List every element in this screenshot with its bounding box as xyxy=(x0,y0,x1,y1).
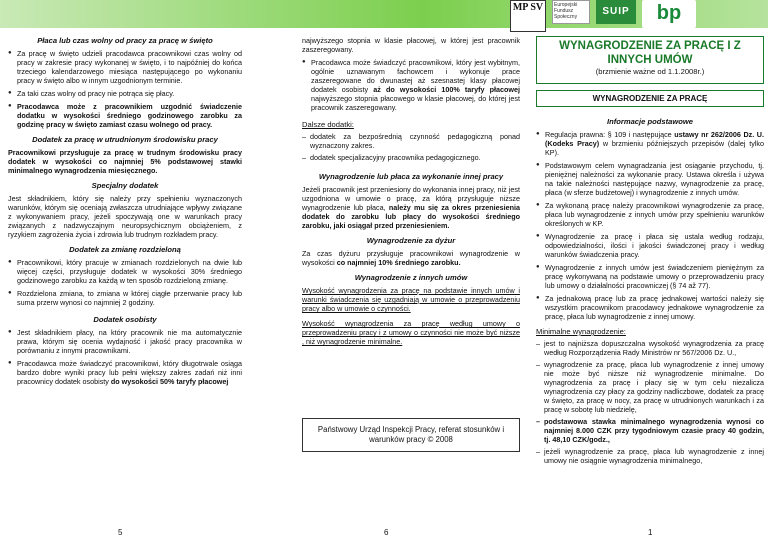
paragraph: Pracownikowi przysługuje za pracę w trudnym środowisku pracy dodatek w wysokości co najmniej 5% podstawowej stawki minimalnego wynagrodzenia miesięcznego. xyxy=(8,148,242,175)
document-subtitle: (brzmienie ważne od 1.1.2008r.) xyxy=(595,67,705,76)
paragraph xyxy=(302,185,520,230)
dash-item: – dodatek specjalizacyjny pracownika pedagogicznego. xyxy=(302,153,520,162)
suip-logo: SUIP xyxy=(596,0,636,24)
heading-personal-bonus: Dodatek osobisty xyxy=(93,315,157,324)
bullet: ● Pracownikowi, który pracuje w zmianach rozdzielonych na dwie lub więcej części, przysługuje dodatek w wysokości 30% średniego godzinowego zarobku za każdą w ten sposób rozdzieloną zmianę. xyxy=(8,258,242,285)
text: Pracodawca może świadczyć pracownikowi, który jest wybitnym, ogólnie uznawanym fachowcem i wykonuje prace zaszeregowane do dwunastej aż szesnastej klasy płacowej dodatek osobisty xyxy=(311,58,520,94)
heading-basic-info: Informacje podstawowe xyxy=(606,117,694,126)
column-page-1 xyxy=(536,36,764,468)
dash-item: – podstawowa stawka minimalnego wynagrodzenia wynosi co najmniej 8.000 CZK przy tygodniowym czasie pracy 40 godzin, tj. 48,10 CZK/godz., xyxy=(536,417,764,444)
bp-logo: bp xyxy=(642,0,696,28)
bullet: ● Za wykonaną pracę należy pracownikowi wynagrodzenie za pracę, płaca lub wynagrodzenie z innych umów przy spełnieniu warunków określonych w KP. xyxy=(536,201,764,228)
page-number: 6 xyxy=(384,528,389,537)
dash-item: – jeżeli wynagrodzenie za pracę, płaca lub wynagrodzenie z innej umowy nie osiągnie wynagrodzenia minimalnego, xyxy=(536,447,764,465)
dash-item: – dodatek za bezpośrednią czynność pedagogiczną ponad wyznaczony zakres. xyxy=(302,132,520,150)
dash-item: – jest to najniższa dopuszczalna wysokość wynagrodzenia za pracę według Rozporządzenia Rady Ministrów nr 567/2006 Dz. U., xyxy=(536,339,764,357)
heading-other-contracts: Wynagrodzenie z innych umów xyxy=(354,273,468,282)
bullet xyxy=(8,359,242,386)
document-title: WYNAGRODZENIE ZA PRACĘ I Z INNYCH UMÓW xyxy=(559,40,741,66)
dash-item: – wynagrodzenie za pracę, płaca lub wynagrodzenie z innej umowy nie może być niższe niż wynagrodzenie minimalne. Do wynagrodzenia za pracę i płacy się w tym celu niezalicza wynagrodzenia czy płacy za godziny nadliczbowe, dodatek za pracę w święto, za pracę w nocy, za pracę w utrudnionych warunkach i za pracę w sobotę lub niedzielę, xyxy=(536,360,764,414)
page-number: 1 xyxy=(648,528,653,537)
text: ustawy nr 262/2006 Dz. U. (Kodeks Pracy) xyxy=(545,130,764,148)
mpsv-logo: MP SV xyxy=(510,0,546,32)
heading-special-bonus: Specjalny dodatek xyxy=(91,181,159,190)
text: aż do wysokości 100% taryfy płacowej xyxy=(373,85,520,94)
paragraph: Jest składnikiem, który się należy przy spełnieniu wyznaczonych warunków, którym się oceniają zwłaszcza utrudniające wpływy związane z wykonywaniem pracy, jeżeli spoczywają one w warunkach pracy związanych z nadzwyczajnym neuropsychicznym obciążeniem, z ryzykiem zagrożenia życia i zdrowia lub trudnym rozkładem pracy. xyxy=(8,194,242,239)
text: najwyższego stopnia płacowego w klasie płacowej, do której jest pracownik zaszeregowany. xyxy=(311,94,520,112)
text: co najmniej 10% średniego zarobku. xyxy=(336,258,461,267)
heading-minimum-wage: Minimalne wynagrodzenie: xyxy=(536,327,626,336)
column-page-6 xyxy=(302,36,520,452)
bullet: ● Podstawowym celem wynagradzania jest osiąganie przychodu, tj. pieniężnej należności za wykonanie pracy. Ustawa określa i używa na takie należności następujące nazwy, wynagrodzenie za pracę, płaca (w sferze budżetowej) i wynagrodzenie z innych umów. xyxy=(536,161,764,197)
paragraph: Wysokość wynagrodzenia za pracę na podstawie innych umów i warunki świadczenia się uzgadniają w umowie o przeprowadzeniu pracy albo w umowie o czynności. xyxy=(302,286,520,313)
bullet: ● Za jednakową pracę lub za pracę jednakowej wartości należy się wszystkim pracownikom pracodawcy jednakowe wynagrodzenie za pracę, płaca lub wynagrodzenie z innej umowy. xyxy=(536,294,764,321)
paragraph: najwyższego stopnia w klasie płacowej, w której jest pracownik zaszeregowany. xyxy=(302,36,520,54)
bullet xyxy=(536,130,764,157)
eu-logo: Europejski Fundusz Społeczny xyxy=(552,0,590,24)
heading-difficult-env: Dodatek za pracę w utrudnionym środowisku pracy xyxy=(32,135,218,144)
text: Za czas dyżuru przysługuje pracownikowi wynagrodzenie w wysokości xyxy=(302,249,520,267)
paragraph: Wysokość wynagrodzenia za pracę według umowy o przeprowadzeniu pracy i z umowy o czynności nie może być niższe , niż wynagrodzenie minimalne. xyxy=(302,319,520,346)
text: Regulacja prawna: § 109 i następujące xyxy=(545,130,675,139)
section-title-box: WYNAGRODZENIE ZA PRACĘ xyxy=(536,90,764,107)
title-box xyxy=(536,36,764,84)
heading-split-shift: Dodatek za zmianę rozdzieloną xyxy=(69,245,181,254)
text: należy mu się za okres przeniesienia dodatek do zarobku lub płacy do wysokości średniego zarobku, jaki osiągał przed przeniesieniem. xyxy=(302,203,521,230)
text: w brzmieniu późniejszych przepisów (dalej tylko KP). xyxy=(545,139,764,157)
bullet: ● Pracodawca może z pracownikiem uzgodnić świadczenie dodatku w wysokości średniego godzinowego zarobku za godzinę pracy w święto zamiast czasu wolnego od pracy. xyxy=(8,102,242,129)
bullet: ● Jest składnikiem płacy, na który pracownik nie ma automatycznie prawa, którym się ocenia wydajność i jakość pracy pracownika w porównaniu z innymi pracownikami. xyxy=(8,328,242,355)
heading-holiday-pay: Płaca lub czas wolny od pracy za pracę w święto xyxy=(37,36,213,45)
text: do wysokości 50% taryfy płacowej xyxy=(110,377,229,386)
column-page-5 xyxy=(8,36,242,390)
bullet: ● Za pracę w święto udzieli pracodawca pracownikowi czas wolny od pracy w zakresie pracy wykonanej w święto, i to najpóźniej do końca trzeciego kalendarzowego miesiąca następującego po wykonaniu pracy w święto albo w innym uzgodnionym terminie. xyxy=(8,49,242,85)
text: Jeżeli pracownik jest przeniesiony do wykonania innej pracy, niż jest uzgodniona w umowie o pracę, za którą przysługuje niższe wynagrodzenie lub płaca, xyxy=(302,185,520,212)
heading-other-bonuses: Dalsze dodatki: xyxy=(302,120,354,129)
paragraph xyxy=(302,249,520,267)
bullet: ● Za taki czas wolny od pracy nie potrąca się płacy. xyxy=(8,89,242,98)
page-number: 5 xyxy=(118,528,123,537)
bullet xyxy=(302,58,520,112)
heading-other-work: Wynagrodzenie lub płaca za wykonanie innej pracy xyxy=(318,172,504,181)
bullet: ● Wynagrodzenie za pracę i płaca się ustala według rodzaju, odpowiedzialności, ilości i jakości świadczonej pracy i według warunków świadczenia pracy. xyxy=(536,232,764,259)
text: Pracodawca może świadczyć pracownikowi, który długotrwale osiąga bardzo dobre wyniki pracy lub pełni większy zakres zadań niż inni pracownicy dodatek osobisty xyxy=(17,359,242,386)
logo-strip xyxy=(510,0,696,28)
publisher-box: Państwowy Urząd Inspekcji Pracy, referat stosunków i warunków pracy © 2008 xyxy=(302,418,520,452)
bullet: ● Wynagrodzenie z innych umów jest świadczeniem pieniężnym za pracę wykonywaną na podstawie umowy o przeprowadzeniu pracy lub umowy o działalności pracowniczej (§ 74 až 77). xyxy=(536,263,764,290)
heading-duty: Wynagrodzenie za dyżur xyxy=(366,236,456,245)
bullet: ● Rozdzielona zmiana, to zmiana w której ciągłe przerwanie pracy lub suma przerw wynosi co najmniej 2 godziny. xyxy=(8,289,242,307)
